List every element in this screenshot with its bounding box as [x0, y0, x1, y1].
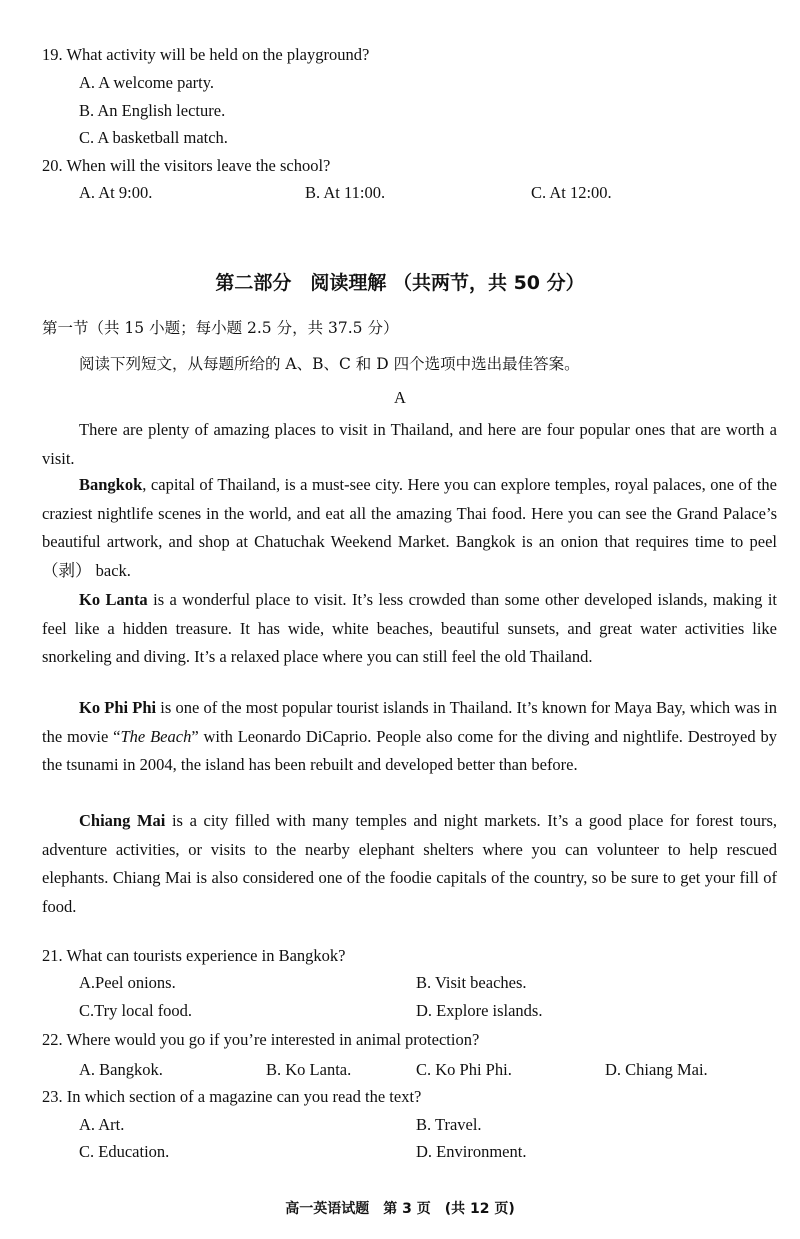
place-name: Bangkok — [79, 475, 143, 494]
paragraph-text: is a wonderful place to visit. It’s less crowded than some other developed islands, making it feel like a hidden treasure. It has wide, white beaches, beautiful sunsets, and great water activities like snorkeling and diving. It’s a relaxed place where you can still feel the old Thailand. — [42, 590, 777, 666]
option: C. At 12:00. — [531, 183, 612, 202]
option: C. Education. — [79, 1142, 170, 1161]
instruction: 阅读下列短文，从每题所给的 A、B、C 和 D 四个选项中选出最佳答案。 — [79, 355, 580, 373]
paragraph-ko-phi-phi — [42, 694, 777, 780]
section-title: 第一节（共 15 小题；每小题 2.5 分，共 37.5 分） — [42, 319, 399, 337]
paragraph-text: is one of the most popular tourist islands in Thailand. It’s known for Maya Bay, which was in the movie “ — [42, 698, 777, 746]
option: C.Try local food. — [79, 1001, 193, 1020]
option: B. At 11:00. — [305, 183, 386, 202]
part-title: 第二部分 阅读理解 （共两节，共 50 分） — [215, 272, 585, 294]
question-19: 19. What activity will be held on the playground? — [42, 45, 370, 64]
page-footer: 高一英语试题 第 3 页 (共 12 页) — [285, 1201, 515, 1217]
option: B. Travel. — [416, 1115, 482, 1134]
option: C. Ko Phi Phi. — [416, 1060, 512, 1079]
question-20: 20. When will the visitors leave the school? — [42, 156, 331, 175]
paragraph-text: There are plenty of amazing places to visit in Thailand, and here are four popular ones that are worth a visit. — [42, 420, 777, 468]
option: A. Art. — [79, 1115, 125, 1134]
question-23: 23. In which section of a magazine can you read the text? — [42, 1087, 422, 1106]
question-22: 22. Where would you go if you’re interested in animal protection? — [42, 1030, 480, 1049]
option: B. An English lecture. — [79, 101, 226, 120]
movie-title: The Beach — [120, 726, 192, 746]
paragraph-intro — [42, 416, 777, 473]
option: D. Chiang Mai. — [605, 1060, 708, 1079]
paragraph-chiang-mai — [42, 807, 777, 921]
paragraph-ko-lanta — [42, 586, 777, 672]
option: A.Peel onions. — [79, 973, 176, 992]
place-name: Ko Lanta — [79, 590, 148, 609]
option: A. A welcome party. — [79, 73, 215, 92]
option: D. Environment. — [416, 1142, 527, 1161]
paragraph-text: , capital of Thailand, is a must-see city. Here you can explore temples, royal palaces, one of the craziest nightlife scenes in the world, and eat all the amazing Thai food. Here you can see the Grand Palace’s beautiful artwork, and shop at Chatuchak Weekend Market. Bangkok is an onion that requires time to peel（剥） back. — [42, 475, 777, 580]
paragraph-text: ” with Leonardo DiCaprio. People also come for the diving and nightlife. Destroyed by the tsunami in 2004, the island has been rebuilt and developed better than before. — [42, 726, 777, 774]
option: A. At 9:00. — [79, 183, 153, 202]
question-21: 21. What can tourists experience in Bangkok? — [42, 946, 346, 965]
passage-label: A — [394, 388, 406, 407]
paragraph-text: is a city filled with many temples and night markets. It’s a good place for forest tours, adventure activities, or visits to the nearby elephant shelters where you can volunteer to help rescued elephants. Chiang Mai is also considered one of the foodie capitals of the country, so be sure to get your fill of food. — [42, 811, 778, 916]
option: C. A basketball match. — [79, 128, 228, 147]
place-name: Chiang Mai — [79, 811, 166, 830]
paragraph-bangkok — [42, 471, 777, 585]
option: D. Explore islands. — [416, 1001, 543, 1020]
option: A. Bangkok. — [79, 1060, 163, 1079]
option: B. Visit beaches. — [416, 973, 527, 992]
place-name: Ko Phi Phi — [79, 698, 157, 717]
option: B. Ko Lanta. — [266, 1060, 352, 1079]
